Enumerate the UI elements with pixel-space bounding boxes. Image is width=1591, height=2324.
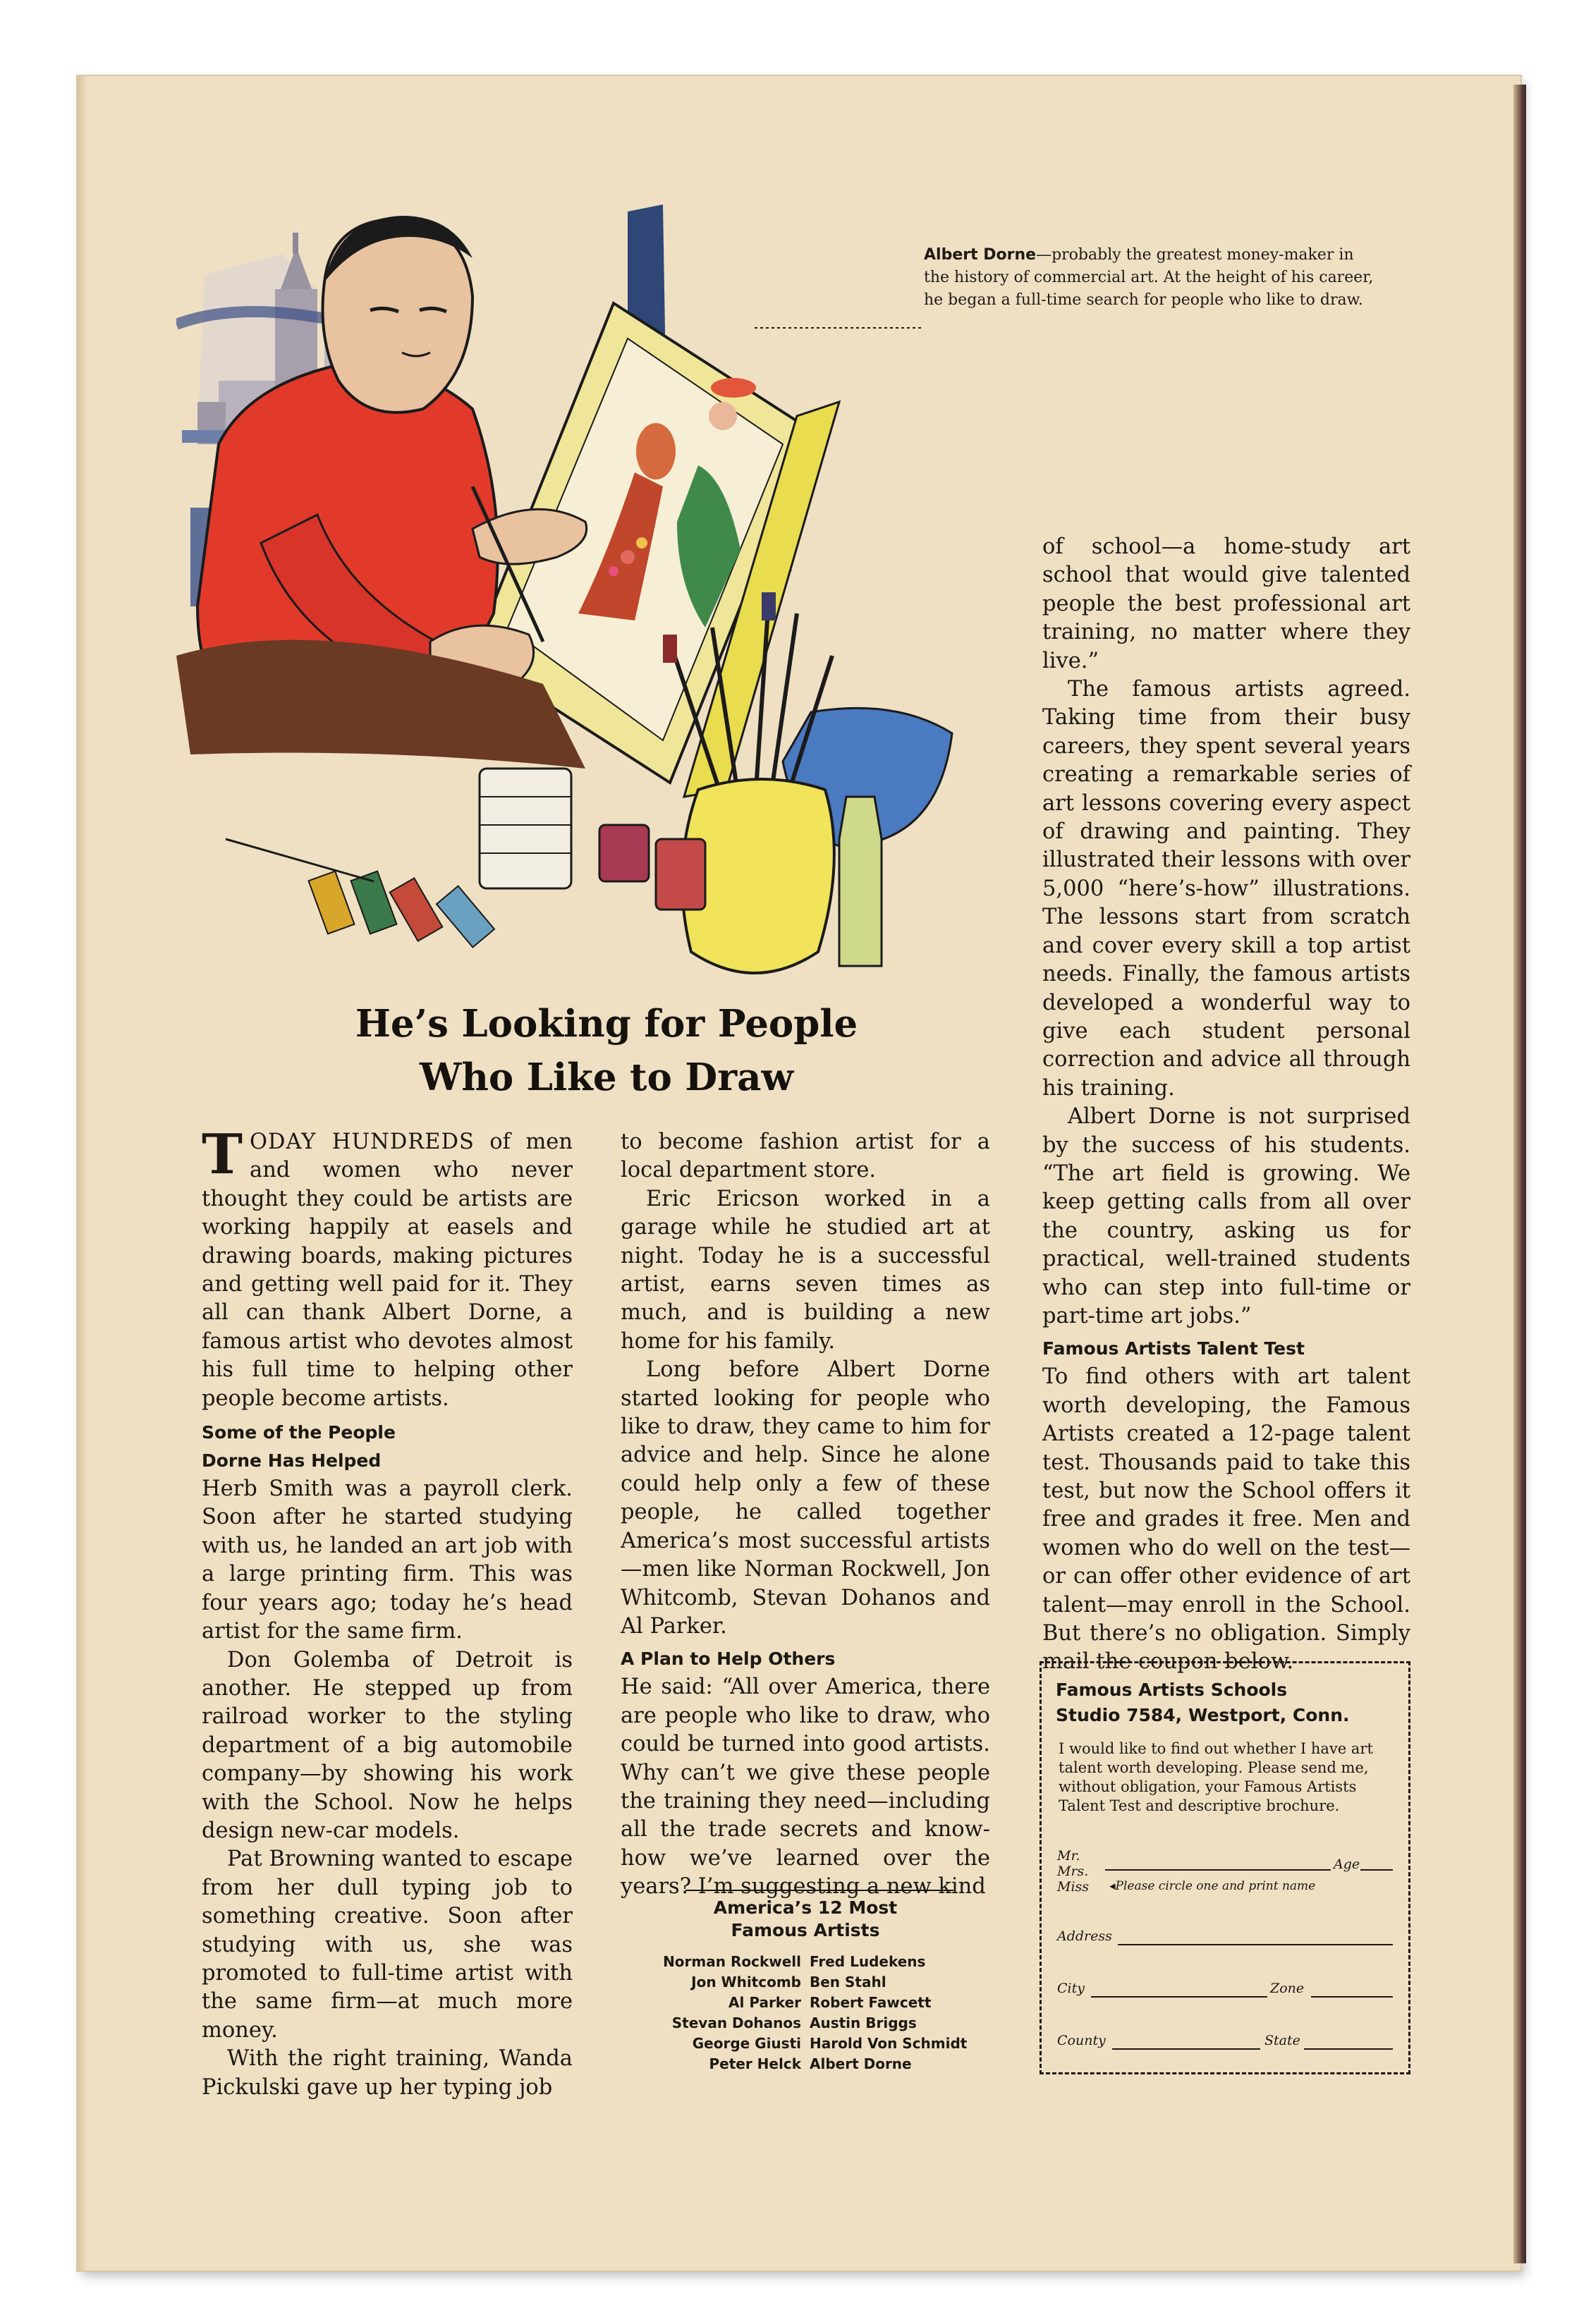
col3-paragraph-2: The famous artists agreed. Taking time from their busy careers, they spent several years creating a remarkable series of art lessons covering every aspect of drawing and painting. They illustrated their lessons with over 5,000 “here’s-how” illustrations. The lessons start from scratch and cover every skill a top artist needs. Finally, the famous artists developed a wonderful way to give each student personal correction and advice all through his training.	[1042, 677, 1410, 1101]
headline-line-2: Who Like to Draw	[419, 1056, 794, 1099]
coupon-zone-line[interactable]	[1311, 1996, 1393, 1998]
col3-paragraph-4: To find others with art talent worth developing, the Famous Artists created a 12-page talent test. Thousands paid to take this test, but now the School offers it free and grades it free. Men and women who do well on the test—or can offer other evidence of art talent—may enroll in the School. But there’s no obligation. Simply mail the coupon below.	[1042, 1364, 1410, 1675]
col3-paragraph-1: of school—a home-study art school that would give talented people the best professional art training, no matter where they live.”	[1042, 534, 1410, 673]
artist-name: Robert Fawcett	[810, 1994, 932, 2011]
coupon-age-line[interactable]	[1360, 1869, 1393, 1871]
paint-supplies	[226, 769, 705, 947]
subhead-plan-to-help: A Plan to Help Others	[621, 1649, 836, 1670]
artist-name: Fred Ludekens	[810, 1953, 926, 1970]
artist-name: Albert Dorne	[810, 2055, 912, 2072]
artist-name: Jon Whitcomb	[691, 1974, 801, 1990]
headline-line-1: He’s Looking for People	[355, 1002, 858, 1046]
drop-cap: T	[202, 1123, 243, 1187]
artist-name: George Giusti	[692, 2035, 801, 2052]
mail-in-coupon[interactable]	[1040, 1661, 1410, 2074]
artist-row	[615, 1993, 971, 2013]
col1-paragraph-2: Herb Smith was a payroll clerk. Soon after he started studying with us, he landed an art job with a large printing firm. This was four years ago; today he’s head artist for the same firm.	[202, 1476, 573, 1644]
artist-row	[615, 1952, 971, 1972]
artists-title-2: Famous Artists	[731, 1920, 880, 1940]
subhead-talent-test: Famous Artists Talent Test	[1042, 1338, 1305, 1359]
subhead-some-people: Some of the People	[202, 1422, 396, 1443]
artist-name: Ben Stahl	[810, 1974, 886, 1990]
coupon-address-label: Address	[1057, 1928, 1112, 1944]
artists-rule	[685, 1890, 953, 1891]
artist-name: Al Parker	[729, 1994, 801, 2011]
article-column-2	[621, 1128, 990, 1902]
caption-name: Albert Dorne	[924, 246, 1037, 264]
page-right-edge	[1513, 85, 1526, 2263]
coupon-miss-label[interactable]: Miss	[1057, 1879, 1090, 1895]
artist-row	[615, 2034, 971, 2054]
page-left-edge	[78, 76, 87, 2270]
coupon-state-label: State	[1264, 2033, 1300, 2048]
coupon-name-line[interactable]	[1105, 1869, 1331, 1871]
artist-name: Stevan Dohanos	[671, 2014, 801, 2031]
artist-name: Peter Helck	[709, 2055, 801, 2072]
col2-paragraph-2: Eric Ericson worked in a garage while he studied art at night. Today he is a successful artist, earns seven times as much, and is building a new home for his family.	[621, 1186, 990, 1354]
col1-paragraph-5: With the right training, Wanda Pickulski gave up her typing job	[202, 2046, 573, 2100]
artists-table	[615, 1952, 971, 2074]
coupon-studio-address: Studio 7584, Westport, Conn.	[1056, 1705, 1350, 1725]
coupon-circle-note: ◂Please circle one and print name	[1109, 1879, 1316, 1893]
artist-name: Norman Rockwell	[663, 1953, 801, 1970]
coupon-school-name: Famous Artists Schools	[1056, 1680, 1288, 1700]
col2-paragraph-1: to become fashion artist for a local department store.	[621, 1130, 990, 1183]
coupon-state-line[interactable]	[1304, 2048, 1393, 2050]
famous-artists-list	[615, 1890, 996, 2074]
article-column-1	[202, 1123, 573, 2102]
coupon-county-label: County	[1057, 2033, 1106, 2048]
coupon-body: I would like to find out whether I have art talent worth developing. Please send me, without obligation, your Famous Artists Talent Test and descriptive brochure.	[1059, 1740, 1373, 1814]
headline	[233, 997, 980, 1104]
coupon-mr-label[interactable]: Mr.	[1057, 1848, 1080, 1864]
coupon-county-line[interactable]	[1112, 2048, 1260, 2050]
col1-paragraph-1: of men and women who never thought they could be artists are working happily at easels and drawing boards, making pictures and getting well paid for it. They all can thank Albert Dorne, a famous artist who devotes almost his full time to helping other people become artists.	[202, 1130, 573, 1411]
coupon-city-label: City	[1057, 1981, 1085, 1996]
subhead-dorne-helped: Dorne Has Helped	[202, 1450, 382, 1472]
article-column-3	[1042, 533, 1410, 1677]
artist-illustration	[176, 204, 987, 994]
coupon-address-line[interactable]	[1118, 1944, 1393, 1945]
artists-title-1: America’s 12 Most	[713, 1897, 898, 1918]
col2-paragraph-3: Long before Albert Dorne started looking for people who like to draw, they came to him for advice and help. Since he alone could help only a few of these people, he called together America’s most successful artists—men like Norman Rockwell, Jon Whitcomb, Stevan Dohanos and Al Parker.	[621, 1357, 990, 1639]
photo-caption	[924, 244, 1375, 312]
green-bottle	[839, 797, 882, 966]
artist-row	[615, 1972, 971, 1993]
col1-paragraph-4: Pat Browning wanted to escape from her dull typing job to something creative. Soon after studying with us, she was promoted to full-time artist with the same firm—at much more money.	[202, 1847, 573, 2043]
col1-paragraph-3: Don Golemba of Detroit is another. He stepped up from railroad worker to the styling department of a big automobile company—by showing his work with the School. Now he helps design new-car models.	[202, 1647, 573, 1843]
col2-paragraph-4: He said: “All over America, there are people who like to draw, who could be turned into good artists. Why can’t we give these people the training they need—including all the trade secrets and know-how we’ve learned over the years? I’m suggesting a new kind	[621, 1675, 990, 1900]
artist-name: Austin Briggs	[810, 2014, 917, 2031]
coupon-header	[1056, 1677, 1350, 1728]
col3-paragraph-3: Albert Dorne is not surprised by the success of his students. “The art field is growing. We keep getting calls from all over the country, asking us for practical, well-trained students who can step into full-time or part-time art jobs.”	[1042, 1104, 1410, 1328]
coupon-age-label: Age	[1334, 1857, 1360, 1872]
artist-name: Harold Von Schmidt	[810, 2035, 968, 2052]
artist-row	[615, 2054, 971, 2074]
coupon-city-line[interactable]	[1091, 1996, 1267, 1998]
artist-row	[615, 2013, 971, 2034]
caption-text: —probably the greatest money-maker in the history of commercial art. At the height of his career, he began a full-time search for people who like to draw.	[924, 246, 1374, 309]
coupon-mrs-label[interactable]: Mrs.	[1057, 1864, 1089, 1879]
lead-small-caps: ODAY HUNDREDS	[250, 1130, 475, 1154]
coupon-zone-label: Zone	[1270, 1981, 1305, 1996]
